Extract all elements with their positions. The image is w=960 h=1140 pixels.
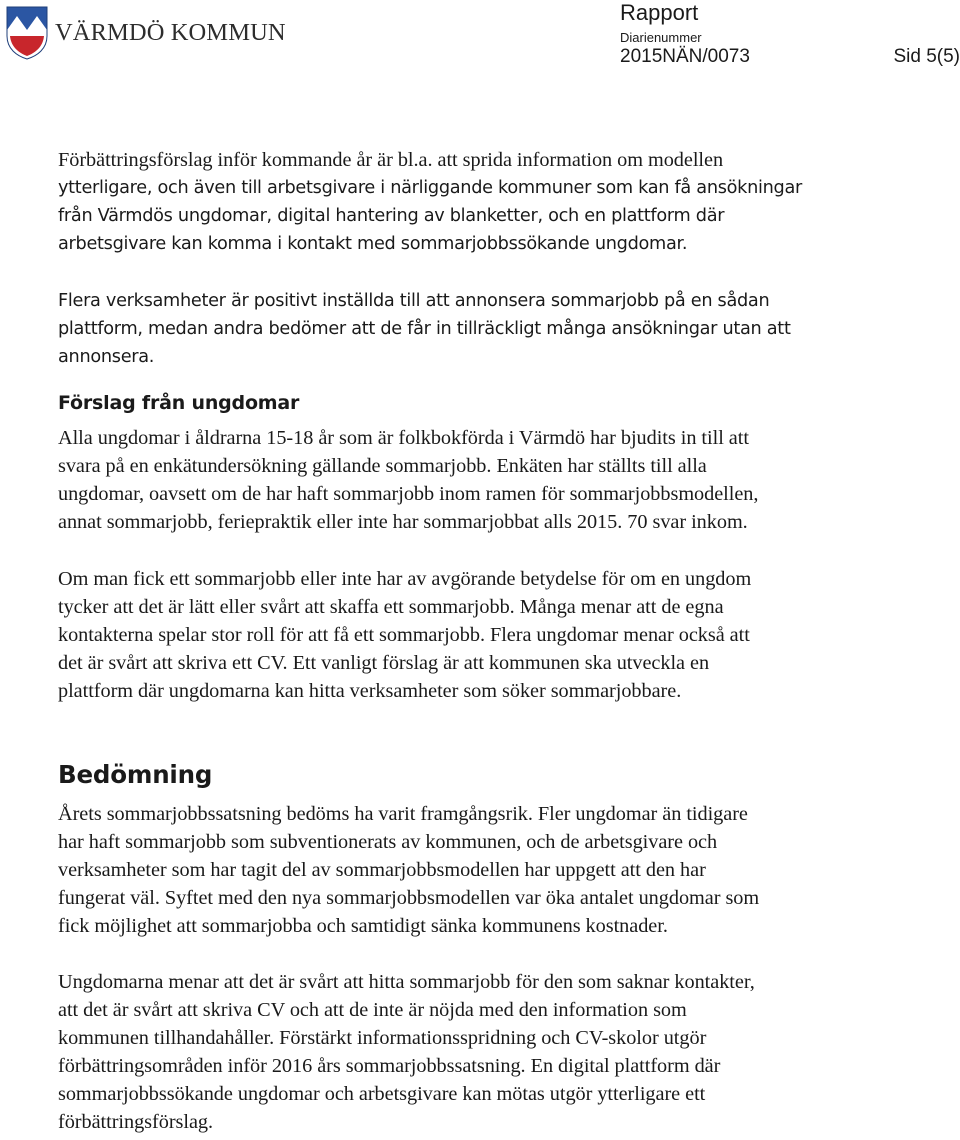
text-line: sommarjobbssökande ungdomar och arbetsgivare kan mötas utgör ytterligare ett: [58, 1083, 706, 1105]
text-line: kontakterna spelar stor roll för att få ett sommarjobb. Flera ungdomar menar också att: [58, 624, 750, 646]
logo-wordmark: VÄRMDÖ KOMMUN: [55, 19, 286, 46]
registration-label: Diarienummer: [620, 30, 702, 45]
text-line: kommunen tillhandahåller. Förstärkt informationsspridning och CV-skolor utgör: [58, 1027, 707, 1049]
text-line: Förbättringsförslag inför kommande år är bl.a. att sprida information om modellen: [58, 149, 724, 171]
text-line: arbetsgivare kan komma i kontakt med sommarjobbssökande ungdomar.: [58, 234, 688, 254]
text-line: ytterligare, och även till arbetsgivare i närliggande kommuner som kan få ansökningar: [58, 178, 802, 198]
text-line: förbättringsförslag.: [58, 1111, 214, 1133]
text-line: att det är svårt att skriva CV och att de inte är nöjda med den information som: [58, 999, 687, 1021]
text-line: plattform där ungdomarna kan hitta verksamheter som söker sommarjobbare.: [58, 680, 682, 702]
section-heading-assessment: Bedömning: [58, 760, 213, 789]
paragraph-assessment: [58, 800, 938, 940]
text-line: annonsera.: [58, 347, 155, 367]
text-line: Flera verksamheter är positivt inställda till att annonsera sommarjobb på en sådan: [58, 291, 770, 311]
text-line: det är svårt att skriva ett CV. Ett vanligt förslag är att kommunen ska utveckla en: [58, 652, 710, 674]
text-line: plattform, medan andra bedömer att de får in tillräckligt många ansökningar utan att: [58, 319, 791, 339]
text-line: Årets sommarjobbssatsning bedöms ha varit framgångsrik. Fler ungdomar än tidigare: [58, 803, 748, 825]
section-heading-youth-proposals: Förslag från ungdomar: [58, 392, 300, 414]
text-line: ungdomar, oavsett om de har haft sommarjobb inom ramen för sommarjobbsmodellen,: [58, 483, 759, 505]
paragraph-advertising: [58, 287, 938, 371]
municipality-shield-logo: [6, 6, 48, 60]
text-line: svara på en enkätundersökning gällande sommarjobb. Enkäten har ställts till alla: [58, 455, 707, 477]
text-line: Ungdomarna menar att det är svårt att hitta sommarjobb för den som saknar kontakter,: [58, 971, 755, 993]
text-line: Om man fick ett sommarjobb eller inte har av avgörande betydelse för om en ungdom: [58, 568, 752, 590]
paragraph-survey: [58, 424, 938, 536]
text-line: fungerat väl. Syftet med den nya sommarjobbsmodellen var öka antalet ungdomar som: [58, 887, 760, 909]
text-line: från Värmdös ungdomar, digital hantering av blanketter, och en plattform där: [58, 206, 725, 226]
text-line: förbättringsområden inför 2016 års sommarjobbssatsning. En digital plattform där: [58, 1055, 721, 1077]
text-line: tycker att det är lätt eller svårt att skaffa ett sommarjobb. Många menar att de egna: [58, 596, 724, 618]
paragraph-survey-results: [58, 565, 938, 705]
text-line: Alla ungdomar i åldrarna 15-18 år som är folkbokförda i Värmdö har bjudits in till att: [58, 427, 749, 449]
text-line: fick möjlighet att sommarjobba och samtidigt sänka kommunens kostnader.: [58, 915, 668, 937]
paragraph-improvements: [58, 146, 938, 258]
paragraph-conclusions: [58, 968, 938, 1136]
page-number: Sid 5(5): [893, 46, 960, 67]
text-line: har haft sommarjobb som subventionerats av kommunen, och de arbetsgivare och: [58, 831, 718, 853]
registration-number: 2015NÄN/0073: [620, 46, 750, 67]
document-type: Rapport: [620, 0, 699, 25]
text-line: annat sommarjobb, feriepraktik eller inte har sommarjobbat alls 2015. 70 svar inkom.: [58, 511, 748, 533]
text-line: verksamheter som har tagit del av sommarjobbsmodellen har uppgett att den har: [58, 859, 706, 881]
